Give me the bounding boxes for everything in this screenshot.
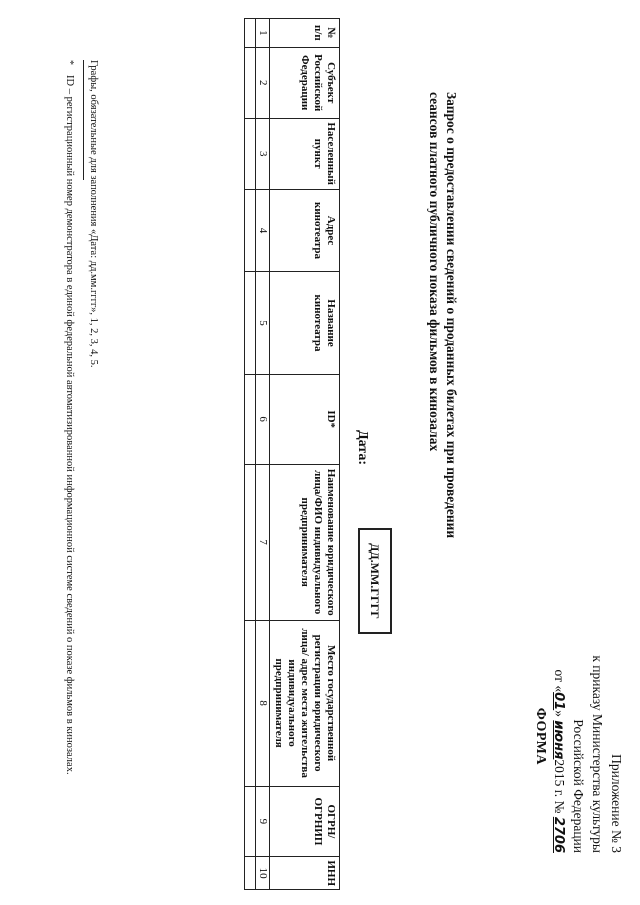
table-cell[interactable] (245, 857, 256, 890)
handwritten-month: июня (551, 720, 566, 760)
handwritten-order-number: 2706 (551, 816, 566, 853)
appendix-date-line (549, 655, 569, 853)
column-number-cell: 7 (256, 464, 270, 620)
column-number-cell: 10 (256, 857, 270, 890)
header-cell-id: ID* (270, 374, 340, 464)
date-label: Дата: (355, 430, 370, 465)
header-cell-number: № п/п (270, 19, 340, 48)
column-number-cell: 8 (256, 620, 270, 786)
date-input-box[interactable]: ДД.ММ.ГГГГ (358, 528, 392, 634)
column-number-cell: 2 (256, 47, 270, 118)
table-cell[interactable] (245, 620, 256, 786)
required-fields-note: Графы, обязательные для заполнения «Дата: дд.мм.гггг», 1, 2, 3, 4, 5. (88, 60, 99, 368)
column-number-cell: 4 (256, 189, 270, 272)
footnote-mark: * (64, 60, 75, 65)
table-cell[interactable] (245, 786, 256, 857)
request-title: Запрос о предоставлении сведений о проданных билетах при проведении сеансов платного публичного показа фильмов в кинозалах (427, 92, 459, 539)
column-number-cell: 9 (256, 786, 270, 857)
column-number-cell: 5 (256, 272, 270, 374)
header-cell-registration-place: Место государственной регистрации юридического лица/ адрес места жительства индивидуального предпринимателя (270, 620, 340, 786)
footnote-text: ID – регистрационный номер демонстратора в единой федеральной автоматизированной информационной системе сведений о показе фильмов в кинозалах. (64, 75, 75, 775)
table-cell[interactable] (245, 464, 256, 620)
data-table (244, 18, 340, 890)
appendix-number: Приложение № 3 (609, 754, 624, 853)
table-cell[interactable] (245, 47, 256, 118)
column-number-row (256, 19, 270, 890)
footnote (60, 60, 78, 775)
notes (84, 60, 102, 368)
table-cell[interactable] (245, 19, 256, 48)
date-mid: » (552, 710, 567, 717)
table-cell[interactable] (245, 272, 256, 374)
header-cell-cinema-address: Адрес кинотеатра (270, 189, 340, 272)
table-header-row (270, 19, 340, 890)
table-cell[interactable] (245, 189, 256, 272)
header-cell-region: Субъект Российской Федерации (270, 47, 340, 118)
header-cell-ogrn: ОГРН/ ОГРНИП (270, 786, 340, 857)
handwritten-day: 01 (551, 692, 566, 711)
table-cell[interactable] (245, 118, 256, 189)
appendix-order-line: к приказу Министерства культуры (590, 655, 605, 853)
date-prefix: от « (552, 669, 567, 693)
column-number-cell: 3 (256, 118, 270, 189)
footnote-separator (83, 60, 84, 180)
appendix-header (549, 655, 626, 853)
form-label: ФОРМА (533, 707, 548, 765)
column-number-cell: 1 (256, 19, 270, 48)
table-cell[interactable] (245, 374, 256, 464)
header-cell-locality: Населенный пункт (270, 118, 340, 189)
column-number-cell: 6 (256, 374, 270, 464)
year-text: 2015 г. № (552, 759, 567, 814)
header-cell-cinema-name: Название кинотеатра (270, 272, 340, 374)
footnote-line (60, 60, 78, 775)
header-cell-entity-name: Наименование юридического лица/ФИО индивидуального предпринимателя (270, 464, 340, 620)
appendix-ministry-line: Российской Федерации (571, 719, 586, 853)
table-row (245, 19, 256, 890)
header-cell-inn: ИНН (270, 857, 340, 890)
